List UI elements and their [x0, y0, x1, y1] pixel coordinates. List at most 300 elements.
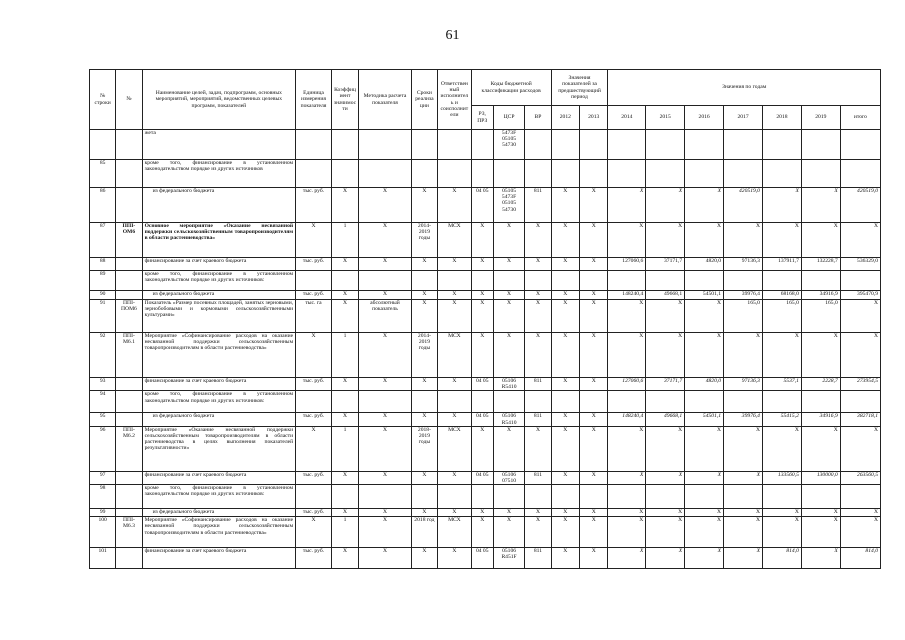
table-row	[90, 471, 881, 484]
cell-v14: X	[608, 509, 646, 517]
cell-v15: 49668,1	[646, 291, 685, 300]
cell-name: Показатель «Размер посевных площадей, занятых зерновыми, зернобобовыми и кормовыми сельскохозяйственными культурами»	[142, 300, 296, 333]
cell-p12	[551, 160, 579, 188]
header-2018: 2018	[762, 106, 801, 130]
cell-resp: X	[438, 188, 472, 223]
cell-v17: X	[724, 517, 763, 548]
cell-v19: 34916,9	[801, 291, 840, 300]
cell-name: Основное мероприятие «Оказание несвязанной поддержки сельскохозяйственным товаропроизводителям в области растениеводства»	[142, 223, 296, 258]
cell-v18: X	[762, 426, 801, 471]
cell-v14: 148240,4	[608, 413, 646, 426]
cell-method: X	[359, 291, 412, 300]
cell-code: ППI-ОМ6	[116, 223, 142, 258]
cell-p12: X	[551, 413, 579, 426]
cell-n: 96	[90, 426, 116, 471]
cell-v17: 39976,4	[724, 291, 763, 300]
cell-name: финансирование за счет краевого бюджета	[142, 471, 296, 484]
cell-name: кроме того, финансирование в установленном законодательством порядке из других источников:	[142, 485, 296, 509]
table-row	[90, 485, 881, 509]
cell-name: из федерального бюджета	[142, 509, 296, 517]
cell-v16: X	[685, 426, 724, 471]
header-total: итого	[840, 106, 880, 130]
cell-coef	[331, 391, 358, 413]
cell-terms: X	[411, 188, 437, 223]
cell-v19	[801, 271, 840, 291]
cell-csr: 05105 5473F 05105 54730	[493, 188, 525, 223]
cell-method	[359, 271, 412, 291]
cell-v15: X	[646, 223, 685, 258]
cell-rz: 04 05	[471, 413, 493, 426]
cell-method: X	[359, 378, 412, 391]
cell-code	[116, 188, 142, 223]
cell-vr	[525, 160, 551, 188]
budget-table	[89, 69, 881, 569]
header-2017: 2017	[724, 106, 763, 130]
cell-n: 90	[90, 291, 116, 300]
cell-p12	[551, 485, 579, 509]
cell-v19: 165,0	[801, 300, 840, 333]
cell-name: кроме того, финансирование в установленном законодательством порядке из других источников:	[142, 271, 296, 291]
cell-csr: 05106 R451F	[493, 548, 525, 569]
cell-p12: X	[551, 471, 579, 484]
cell-v14: 127060,6	[608, 258, 646, 271]
cell-code: ППI-ПОМ6	[116, 300, 142, 333]
cell-v16: X	[685, 223, 724, 258]
cell-n: 100	[90, 517, 116, 548]
cell-v15: X	[646, 548, 685, 569]
cell-p13: X	[580, 258, 608, 271]
cell-rz: X	[471, 509, 493, 517]
cell-tot: 814,0	[840, 548, 880, 569]
cell-v16: X	[685, 509, 724, 517]
cell-csr	[493, 485, 525, 509]
cell-vr	[525, 485, 551, 509]
cell-terms	[411, 391, 437, 413]
cell-p13: X	[580, 223, 608, 258]
cell-terms	[411, 485, 437, 509]
cell-resp: X	[438, 413, 472, 426]
header-2013: 2013	[580, 106, 608, 130]
cell-method	[359, 485, 412, 509]
cell-rz: X	[471, 333, 493, 378]
cell-csr: 05106 R5410	[493, 378, 525, 391]
cell-v18: 814,0	[762, 548, 801, 569]
cell-v17	[724, 391, 763, 413]
cell-v18: X	[762, 223, 801, 258]
cell-v18	[762, 485, 801, 509]
cell-p13	[580, 130, 608, 160]
cell-method: X	[359, 517, 412, 548]
cell-terms	[411, 160, 437, 188]
cell-v19	[801, 391, 840, 413]
cell-v19	[801, 160, 840, 188]
cell-vr	[525, 391, 551, 413]
cell-v16	[685, 485, 724, 509]
cell-vr: 811	[525, 471, 551, 484]
cell-p13	[580, 391, 608, 413]
cell-vr: X	[525, 258, 551, 271]
cell-vr	[525, 130, 551, 160]
cell-v17: 97136,3	[724, 378, 763, 391]
cell-unit: X	[296, 223, 332, 258]
cell-name: из федерального бюджета	[142, 188, 296, 223]
header-prior-period: Значения показателей за предшествующий период	[551, 70, 608, 106]
cell-code	[116, 291, 142, 300]
cell-v14: X	[608, 471, 646, 484]
cell-unit	[296, 130, 332, 160]
cell-v15: X	[646, 471, 685, 484]
cell-vr: X	[525, 517, 551, 548]
cell-csr: X	[493, 333, 525, 378]
cell-resp	[438, 485, 472, 509]
header-budget-codes: Коды бюджетной классификации расходов	[471, 70, 551, 106]
cell-v14: 127060,6	[608, 378, 646, 391]
cell-unit: X	[296, 517, 332, 548]
cell-resp	[438, 391, 472, 413]
header-terms: Сроки реализации	[411, 70, 437, 130]
cell-coef: X	[331, 300, 358, 333]
cell-v14	[608, 130, 646, 160]
cell-v15	[646, 271, 685, 291]
cell-rz	[471, 160, 493, 188]
cell-p12: X	[551, 509, 579, 517]
cell-tot: X	[840, 223, 880, 258]
cell-v16: X	[685, 333, 724, 378]
cell-v18: 133560,5	[762, 471, 801, 484]
cell-v18: 5537,1	[762, 378, 801, 391]
cell-terms: 2014-2019 годы	[411, 223, 437, 258]
cell-tot: 536329,0	[840, 258, 880, 271]
cell-method: X	[359, 426, 412, 471]
cell-method	[359, 160, 412, 188]
cell-v19: X	[801, 548, 840, 569]
cell-p12: X	[551, 548, 579, 569]
cell-code: ППI-М6.1	[116, 333, 142, 378]
cell-v15: 37171,7	[646, 378, 685, 391]
cell-rz: X	[471, 223, 493, 258]
cell-p12: X	[551, 426, 579, 471]
cell-v19: X	[801, 188, 840, 223]
cell-rz: X	[471, 258, 493, 271]
cell-v15	[646, 130, 685, 160]
cell-v17: X	[724, 333, 763, 378]
cell-code	[116, 378, 142, 391]
cell-v15: X	[646, 426, 685, 471]
cell-code	[116, 271, 142, 291]
cell-terms	[411, 130, 437, 160]
cell-name: жета	[142, 130, 296, 160]
cell-v14: 148240,4	[608, 291, 646, 300]
header-2016: 2016	[685, 106, 724, 130]
cell-v19	[801, 485, 840, 509]
cell-v14	[608, 271, 646, 291]
cell-rz: X	[471, 291, 493, 300]
cell-v19: X	[801, 509, 840, 517]
cell-terms: 2018-2019 годы	[411, 426, 437, 471]
cell-v16: 54501,1	[685, 291, 724, 300]
cell-resp: X	[438, 509, 472, 517]
table-row	[90, 160, 881, 188]
cell-coef: 1	[331, 223, 358, 258]
cell-resp: X	[438, 300, 472, 333]
cell-v17: X	[724, 471, 763, 484]
cell-v16: X	[685, 471, 724, 484]
cell-n: 88	[90, 258, 116, 271]
cell-p12: X	[551, 258, 579, 271]
cell-coef: 1	[331, 426, 358, 471]
cell-v15	[646, 485, 685, 509]
cell-p13: X	[580, 291, 608, 300]
cell-n: 87	[90, 223, 116, 258]
cell-p12: X	[551, 188, 579, 223]
header-2012: 2012	[551, 106, 579, 130]
cell-p13: X	[580, 188, 608, 223]
cell-v14: X	[608, 517, 646, 548]
cell-tot	[840, 391, 880, 413]
cell-v17: 165,0	[724, 300, 763, 333]
cell-p12	[551, 271, 579, 291]
cell-terms: X	[411, 258, 437, 271]
cell-v16: 54501,1	[685, 413, 724, 426]
cell-tot: X	[840, 426, 880, 471]
header-row-number: № строки	[90, 70, 116, 130]
cell-v17: X	[724, 223, 763, 258]
header-2014: 2014	[608, 106, 646, 130]
cell-csr	[493, 391, 525, 413]
cell-coef: X	[331, 188, 358, 223]
cell-coef: X	[331, 258, 358, 271]
cell-terms: X	[411, 291, 437, 300]
cell-coef	[331, 271, 358, 291]
cell-unit: тыс. руб.	[296, 258, 332, 271]
cell-v17: 39976,4	[724, 413, 763, 426]
cell-code	[116, 258, 142, 271]
cell-v16	[685, 271, 724, 291]
cell-v19: 132228,7	[801, 258, 840, 271]
header-number: №	[116, 70, 142, 130]
cell-terms: X	[411, 509, 437, 517]
cell-unit: тыс. руб.	[296, 291, 332, 300]
table-row	[90, 130, 881, 160]
cell-v14	[608, 391, 646, 413]
cell-terms: X	[411, 413, 437, 426]
cell-v14	[608, 485, 646, 509]
cell-unit: тыс. руб.	[296, 378, 332, 391]
cell-v17: X	[724, 426, 763, 471]
table-row	[90, 509, 881, 517]
cell-code	[116, 485, 142, 509]
cell-rz: 04 05	[471, 548, 493, 569]
cell-v15: X	[646, 188, 685, 223]
cell-n: 85	[90, 160, 116, 188]
cell-coef: X	[331, 509, 358, 517]
cell-rz	[471, 485, 493, 509]
cell-coef: X	[331, 291, 358, 300]
cell-rz: 04 05	[471, 188, 493, 223]
cell-v18: X	[762, 517, 801, 548]
cell-unit	[296, 391, 332, 413]
cell-v18: 165,0	[762, 300, 801, 333]
cell-code: ППI-М6.2	[116, 426, 142, 471]
table-row	[90, 223, 881, 258]
cell-method: X	[359, 223, 412, 258]
cell-method: X	[359, 333, 412, 378]
cell-csr: X	[493, 291, 525, 300]
cell-tot: 273954,5	[840, 378, 880, 391]
cell-csr	[493, 160, 525, 188]
cell-v16: X	[685, 517, 724, 548]
cell-resp: X	[438, 291, 472, 300]
cell-p13: X	[580, 378, 608, 391]
header-2015: 2015	[646, 106, 685, 130]
cell-terms	[411, 271, 437, 291]
cell-v17	[724, 271, 763, 291]
cell-vr: 811	[525, 188, 551, 223]
cell-p13: X	[580, 471, 608, 484]
cell-v17: 97136,3	[724, 258, 763, 271]
cell-method: X	[359, 509, 412, 517]
cell-unit: X	[296, 426, 332, 471]
cell-unit: тыс. га	[296, 300, 332, 333]
cell-method: X	[359, 413, 412, 426]
cell-p12: X	[551, 517, 579, 548]
cell-tot	[840, 271, 880, 291]
cell-v14: X	[608, 300, 646, 333]
cell-v15: X	[646, 300, 685, 333]
cell-vr: 811	[525, 548, 551, 569]
cell-resp	[438, 160, 472, 188]
cell-rz	[471, 271, 493, 291]
cell-v19: X	[801, 223, 840, 258]
cell-v18	[762, 160, 801, 188]
cell-v17	[724, 160, 763, 188]
table-body	[90, 130, 881, 569]
cell-v15	[646, 391, 685, 413]
cell-vr: X	[525, 426, 551, 471]
cell-v17: X	[724, 509, 763, 517]
cell-name: Мероприятие «Софинансирование расходов на оказание несвязанной поддержки сельскохозяйственным товаропроизводителям в области растениеводства»	[142, 333, 296, 378]
cell-n: 93	[90, 378, 116, 391]
cell-csr: X	[493, 426, 525, 471]
cell-csr: 05106 07510	[493, 471, 525, 484]
cell-v19: X	[801, 426, 840, 471]
cell-vr: 811	[525, 378, 551, 391]
cell-csr: 05106 R5410	[493, 413, 525, 426]
cell-p13: X	[580, 509, 608, 517]
table-row	[90, 391, 881, 413]
cell-unit: тыс. руб.	[296, 548, 332, 569]
cell-unit: тыс. руб.	[296, 188, 332, 223]
cell-method: X	[359, 258, 412, 271]
table-row	[90, 188, 881, 223]
header-name: Наименование целей, задач, подпрограмм, основных мероприятий, мероприятий, ведомственных целевых программ, показателей	[142, 70, 296, 130]
cell-resp	[438, 271, 472, 291]
cell-code	[116, 413, 142, 426]
header-values-by-year: Значения по годам	[608, 70, 881, 106]
table-row	[90, 333, 881, 378]
cell-v18	[762, 391, 801, 413]
cell-resp: МСХ	[438, 517, 472, 548]
cell-code	[116, 548, 142, 569]
cell-unit	[296, 160, 332, 188]
cell-unit: тыс. руб.	[296, 413, 332, 426]
cell-name: из федерального бюджета	[142, 291, 296, 300]
cell-n: 92	[90, 333, 116, 378]
cell-name: кроме того, финансирование в установленном законодательством порядке из других источников	[142, 160, 296, 188]
cell-v16	[685, 391, 724, 413]
cell-v18	[762, 130, 801, 160]
cell-code	[116, 130, 142, 160]
cell-p13: X	[580, 300, 608, 333]
cell-p12	[551, 391, 579, 413]
cell-p12: X	[551, 291, 579, 300]
cell-unit	[296, 271, 332, 291]
cell-v14: X	[608, 223, 646, 258]
cell-vr: 811	[525, 413, 551, 426]
header-vr: ВР	[525, 106, 551, 130]
cell-csr: X	[493, 509, 525, 517]
cell-code	[116, 471, 142, 484]
cell-tot: X	[840, 509, 880, 517]
cell-vr: X	[525, 300, 551, 333]
cell-v16: X	[685, 548, 724, 569]
cell-v15: X	[646, 333, 685, 378]
cell-v17: 420519,0	[724, 188, 763, 223]
header-2019: 2019	[801, 106, 840, 130]
cell-name: финансирование за счет краевого бюджета	[142, 258, 296, 271]
cell-v17	[724, 485, 763, 509]
cell-coef: X	[331, 413, 358, 426]
cell-v19: 130000,0	[801, 471, 840, 484]
cell-v15: 37171,7	[646, 258, 685, 271]
cell-method	[359, 130, 412, 160]
cell-coef	[331, 130, 358, 160]
cell-rz	[471, 391, 493, 413]
header-rz: РЗ, ПРЗ	[471, 106, 493, 130]
cell-method: X	[359, 548, 412, 569]
cell-n: 95	[90, 413, 116, 426]
cell-resp: X	[438, 378, 472, 391]
cell-p12	[551, 130, 579, 160]
cell-name: финансирование за счет краевого бюджета	[142, 378, 296, 391]
cell-name: Мероприятие «Софинансирование расходов на оказание несвязанной поддержки сельскохозяйственным товаропроизводителям в области растениеводства»	[142, 517, 296, 548]
cell-vr: X	[525, 509, 551, 517]
cell-n: 89	[90, 271, 116, 291]
header-coefficient: Коэффициент значимости	[331, 70, 358, 130]
cell-p12: X	[551, 378, 579, 391]
cell-terms: 2018 год	[411, 517, 437, 548]
cell-v18: X	[762, 333, 801, 378]
cell-p12: X	[551, 223, 579, 258]
table-row	[90, 258, 881, 271]
cell-v18: X	[762, 188, 801, 223]
header-csr: ЦСР	[493, 106, 525, 130]
cell-tot: X	[840, 300, 880, 333]
cell-csr: 5473F 05105 54730	[493, 130, 525, 160]
cell-coef: 1	[331, 333, 358, 378]
cell-v18: 55415,2	[762, 413, 801, 426]
cell-n: 101	[90, 548, 116, 569]
cell-rz: X	[471, 426, 493, 471]
cell-coef	[331, 160, 358, 188]
header-responsible: Ответственный исполнитель и соисполнители	[438, 70, 472, 130]
cell-v16	[685, 130, 724, 160]
cell-v15: X	[646, 509, 685, 517]
cell-p13: X	[580, 548, 608, 569]
cell-resp: X	[438, 548, 472, 569]
cell-rz: X	[471, 300, 493, 333]
cell-terms: X	[411, 548, 437, 569]
